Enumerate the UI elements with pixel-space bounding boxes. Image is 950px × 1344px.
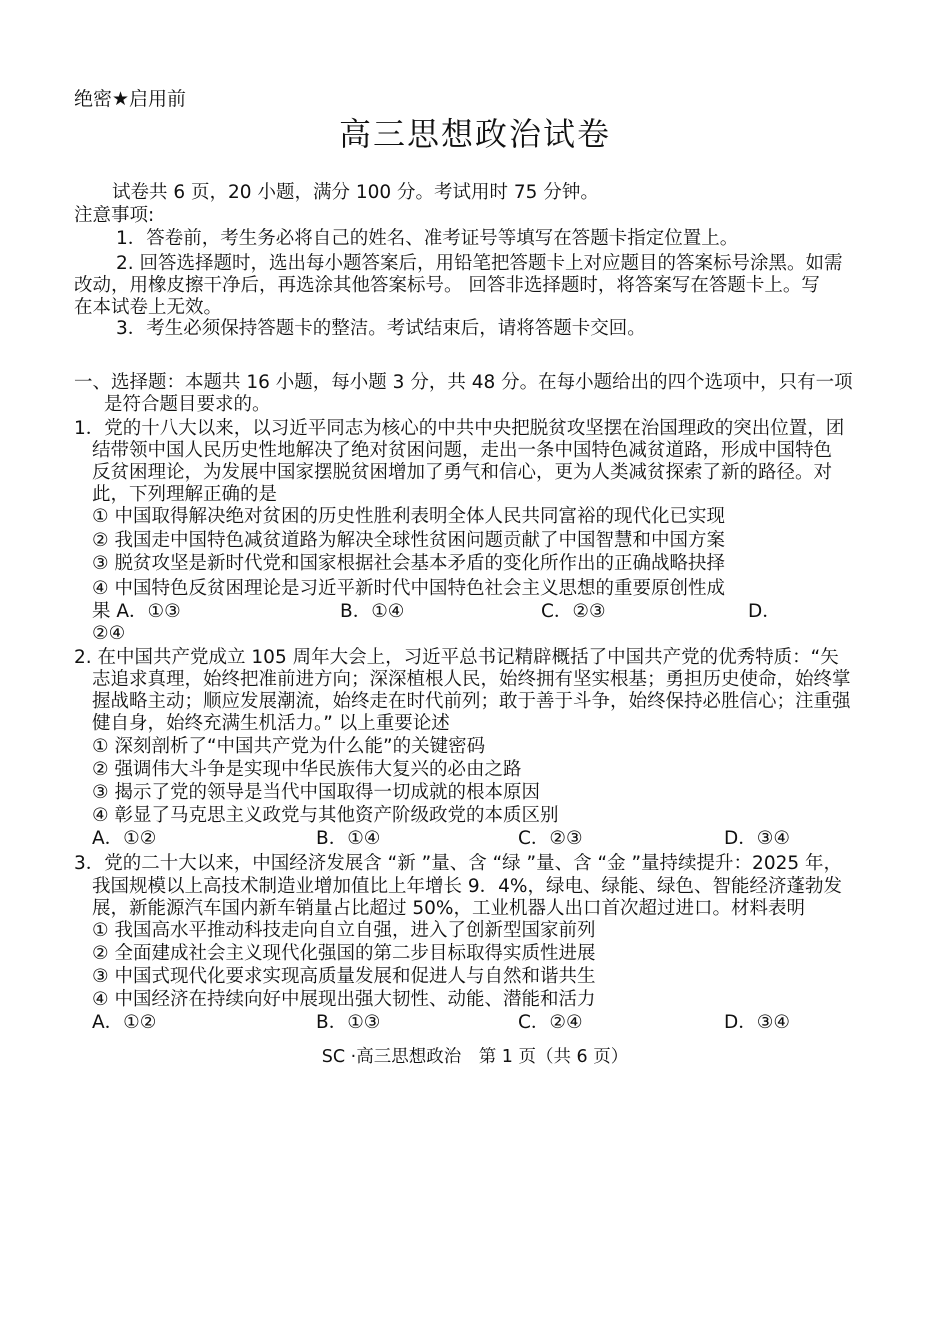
question-2-stem-line-3: 握战略主动；顺应发展潮流，始终走在时代前列；敢于善于斗争，始终保持必胜信心；注重强 bbox=[92, 691, 851, 712]
question-2-option-c: C．②③ bbox=[518, 828, 583, 849]
question-2-stem-line-1: 2. 在中国共产党成立 105 周年大会上，习近平总书记精辟概括了中国共产党的优秀特质：“矢 bbox=[74, 647, 839, 668]
question-1-stem-line-1: 1．党的十八大以来，以习近平同志为核心的中共中央把脱贫攻坚摆在治国理政的突出位置，团 bbox=[74, 418, 845, 439]
question-2-option-a: A．①② bbox=[92, 828, 157, 849]
question-1-stem-line-4: 此，下列理解正确的是 bbox=[92, 484, 278, 505]
page-title: 高三思想政治试卷 bbox=[338, 115, 611, 153]
question-3-statement-2: ② 全面建成社会主义现代化强国的第二步目标取得实质性进展 bbox=[92, 943, 596, 964]
question-3-stem-line-1: 3．党的二十大以来，中国经济发展含 “新 ”量、含 “绿 ”量、含 “金 ”量持续提升：2025 年， bbox=[74, 853, 843, 874]
note-2-line-1: 2. 回答选择题时，选出每小题答案后，用铅笔把答题卡上对应题目的答案标号涂黑。如需 bbox=[116, 253, 843, 274]
question-3-statement-3: ③ 中国式现代化要求实现高质量发展和促进人与自然和谐共生 bbox=[92, 966, 596, 987]
question-1-stem-line-2: 结带领中国人民历史性地解决了绝对贫困问题，走出一条中国特色减贫道路，形成中国特色 bbox=[92, 440, 833, 461]
question-3-option-c: C．②④ bbox=[518, 1012, 583, 1033]
question-2-stem-line-2: 志追求真理，始终把准前进方向；深深植根人民，始终拥有坚实根基；勇担历史使命，始终掌 bbox=[92, 669, 851, 690]
section-heading-line-2: 是符合题目要求的。 bbox=[104, 394, 271, 415]
question-3-option-b: B．①③ bbox=[316, 1012, 381, 1033]
question-1-statement-4: ④ 中国特色反贫困理论是习近平新时代中国特色社会主义思想的重要原创性成 bbox=[92, 578, 725, 599]
section-heading-line-1: 一、选择题：本题共 16 小题，每小题 3 分，共 48 分。在每小题给出的四个选项中，只有一项 bbox=[74, 372, 853, 393]
confidential-label: 绝密★启用前 bbox=[74, 88, 187, 110]
question-1-option-c: C．②③ bbox=[541, 601, 606, 622]
question-2-statement-4: ④ 彰显了马克思主义政党与其他资产阶级政党的本质区别 bbox=[92, 805, 559, 826]
question-1-option-d: D． bbox=[748, 601, 781, 622]
note-2-line-3: 在本试卷上无效。 bbox=[74, 297, 223, 318]
question-1-statement-2: ② 我国走中国特色减贫道路为解决全球性贫困问题贡献了中国智慧和中国方案 bbox=[92, 530, 725, 551]
question-1-option-a: 果 A．①③ bbox=[92, 601, 181, 622]
note-3: 3．考生必须保持答题卡的整洁。考试结束后，请将答题卡交回。 bbox=[116, 318, 646, 339]
question-2-statement-2: ② 强调伟大斗争是实现中华民族伟大复兴的必由之路 bbox=[92, 759, 522, 780]
question-3-option-d: D．③④ bbox=[724, 1012, 790, 1033]
question-1-statement-1: ① 中国取得解决绝对贫困的历史性胜利表明全体人民共同富裕的现代化已实现 bbox=[92, 506, 725, 527]
question-3-statement-4: ④ 中国经济在持续向好中展现出强大韧性、动能、潜能和活力 bbox=[92, 989, 596, 1010]
question-1-statement-3: ③ 脱贫攻坚是新时代党和国家根据社会基本矛盾的变化所作出的正确战略抉择 bbox=[92, 553, 725, 574]
notes-title: 注意事项: bbox=[74, 205, 155, 226]
page-footer: SC ·高三思想政治 第 1 页（共 6 页） bbox=[321, 1047, 629, 1067]
question-3-stem-line-2: 我国规模以上高技术制造业增加值比上年增长 9．4%，绿电、绿能、绿色、智能经济蓬勃发 bbox=[92, 876, 843, 897]
question-1-option-b: B．①④ bbox=[340, 601, 405, 622]
question-1-stem-line-3: 反贫困理论，为发展中国家摆脱贫困增加了勇气和信心，更为人类减贫探索了新的路径。对 bbox=[92, 462, 833, 483]
note-1: 1．答卷前，考生务必将自己的姓名、准考证号等填写在答题卡指定位置上。 bbox=[116, 228, 739, 249]
note-2-line-2: 改动，用橡皮擦干净后，再选涂其他答案标号。 回答非选择题时，将答案写在答题卡上。写 bbox=[74, 275, 820, 296]
question-2-statement-1: ① 深刻剖析了“中国共产党为什么能”的关键密码 bbox=[92, 736, 486, 757]
question-3-stem-line-3: 展，新能源汽车国内新车销量占比超过 50%，工业机器人出口首次超过进口。材料表明 bbox=[92, 898, 806, 919]
exam-info: 试卷共 6 页，20 小题，满分 100 分。考试用时 75 分钟。 bbox=[112, 182, 599, 203]
question-2-stem-line-4: 健自身，始终充满生机活力。” 以上重要论述 bbox=[92, 713, 450, 734]
question-3-statement-1: ① 我国高水平推动科技走向自立自强，进入了创新型国家前列 bbox=[92, 920, 596, 941]
question-3-option-a: A．①② bbox=[92, 1012, 157, 1033]
question-2-option-d: D．③④ bbox=[724, 828, 790, 849]
question-2-statement-3: ③ 揭示了党的领导是当代中国取得一切成就的根本原因 bbox=[92, 782, 540, 803]
question-1-option-d-value: ②④ bbox=[92, 623, 126, 644]
question-2-option-b: B．①④ bbox=[316, 828, 381, 849]
